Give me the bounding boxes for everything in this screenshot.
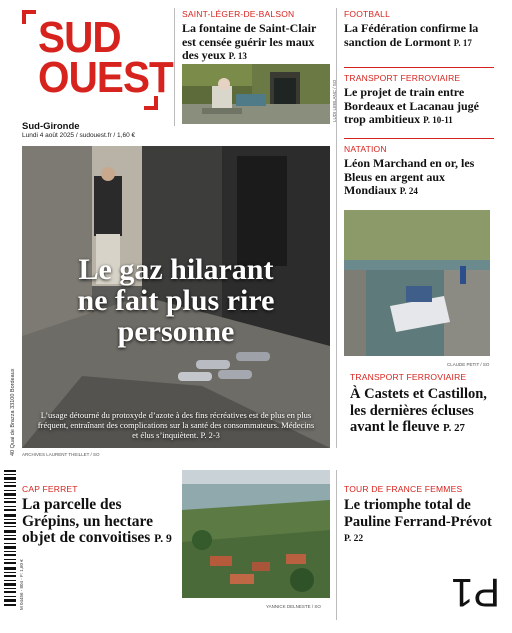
hero-credit: ARCHIVES LAURENT THEILLET / SO xyxy=(22,452,100,457)
football-title: La Fédération confirme la sanction de Lormont xyxy=(344,21,479,49)
cap-ferret-photo xyxy=(182,470,330,598)
swimming-page: P. 24 xyxy=(399,186,418,196)
page-one-mark-text: P1 xyxy=(451,570,500,614)
hero-headline-line-1: Le gaz hilarant xyxy=(78,253,274,286)
sud-ouest-logo[interactable] xyxy=(22,10,173,110)
logo-line-1: SUD xyxy=(38,13,121,62)
hero-headline-line-3: personne xyxy=(117,315,235,348)
fountain-photo xyxy=(182,64,330,124)
lock-photo-credit: CLAUDE PETIT / SO xyxy=(447,362,490,367)
hero-photo[interactable] xyxy=(22,146,330,448)
top-story-kicker: SAINT-LÉGER-DE-BALSON xyxy=(182,9,295,19)
column-divider xyxy=(174,8,175,126)
tdf-kicker: TOUR DE FRANCE FEMMES xyxy=(344,484,463,494)
column-divider xyxy=(336,470,337,620)
football-kicker: FOOTBALL xyxy=(344,9,391,19)
barcode-text-holder xyxy=(19,559,24,611)
locks-page: P. 27 xyxy=(443,422,465,434)
rail-lacanau-kicker: TRANSPORT FERROVIAIRE xyxy=(344,73,461,83)
barcode-text: M 04456 - 804 - F: 1,60 € xyxy=(19,559,24,610)
barcode xyxy=(4,468,16,608)
cap-ferret-page: P. 9 xyxy=(154,532,172,545)
hero-headline xyxy=(22,254,330,347)
address-text: 40 Quai de Brazza 33100 Bordeaux xyxy=(10,368,16,456)
lock-photo xyxy=(344,210,490,356)
tdf-story[interactable] xyxy=(344,484,494,544)
swimming-kicker: NATATION xyxy=(344,144,387,154)
address-holder xyxy=(10,368,16,457)
football-story[interactable] xyxy=(344,9,499,50)
section-rule xyxy=(344,138,494,139)
swimming-story[interactable] xyxy=(344,144,499,199)
tdf-title: Le triomphe total de Pauline Ferrand-Prévot xyxy=(344,497,492,530)
top-story[interactable] xyxy=(182,9,332,64)
column-divider xyxy=(336,8,337,448)
rail-lacanau-story[interactable] xyxy=(344,73,499,128)
top-story-credit: LUDI LEBLANC / SO xyxy=(332,79,337,122)
hero-headline-line-2: ne fait plus rire xyxy=(77,284,275,317)
cap-ferret-title: La parcelle des Grépins, un hectare objet de convoitises xyxy=(22,496,154,546)
tdf-page: P. 22 xyxy=(344,534,364,544)
locks-kicker: TRANSPORT FERROVIAIRE xyxy=(350,372,467,382)
top-story-page: P. 13 xyxy=(228,51,247,61)
rail-lacanau-title: Le projet de train entre Bordeaux et Lacanau jugé trop ambitieux xyxy=(344,85,479,126)
rail-lacanau-page: P. 10-11 xyxy=(423,115,453,125)
section-rule xyxy=(344,67,494,68)
hero-deck: L’usage détourné du protoxyde d’azote à des fins récréatives est de plus en plus fréquent, entraînant des complications sur la santé des consommateurs. Médecins et élus s’inquiètent. P. 2-3 xyxy=(37,410,315,440)
football-page: P. 17 xyxy=(453,37,472,48)
dateline: Lundi 4 août 2025 / sudouest.fr / 1,60 € xyxy=(22,132,136,139)
top-story-title: La fontaine de Saint-Clair est censée guérir les maux des yeux xyxy=(182,21,317,62)
cap-ferret-kicker: CAP FERRET xyxy=(22,484,78,494)
swimming-title: Léon Marchand en or, les Bleus en argent aux Mondiaux xyxy=(344,156,475,197)
cap-ferret-story[interactable] xyxy=(22,484,172,548)
locks-title: À Castets et Castillon, les dernières écluses avant le fleuve xyxy=(350,386,487,435)
cap-ferret-credit: YANNICK DELNESTE / SO xyxy=(266,604,321,609)
edition-label: Sud-Gironde xyxy=(22,121,80,132)
locks-story[interactable] xyxy=(350,372,495,437)
page-one-mark xyxy=(450,572,500,616)
logo-line-2: OUEST xyxy=(38,53,173,102)
